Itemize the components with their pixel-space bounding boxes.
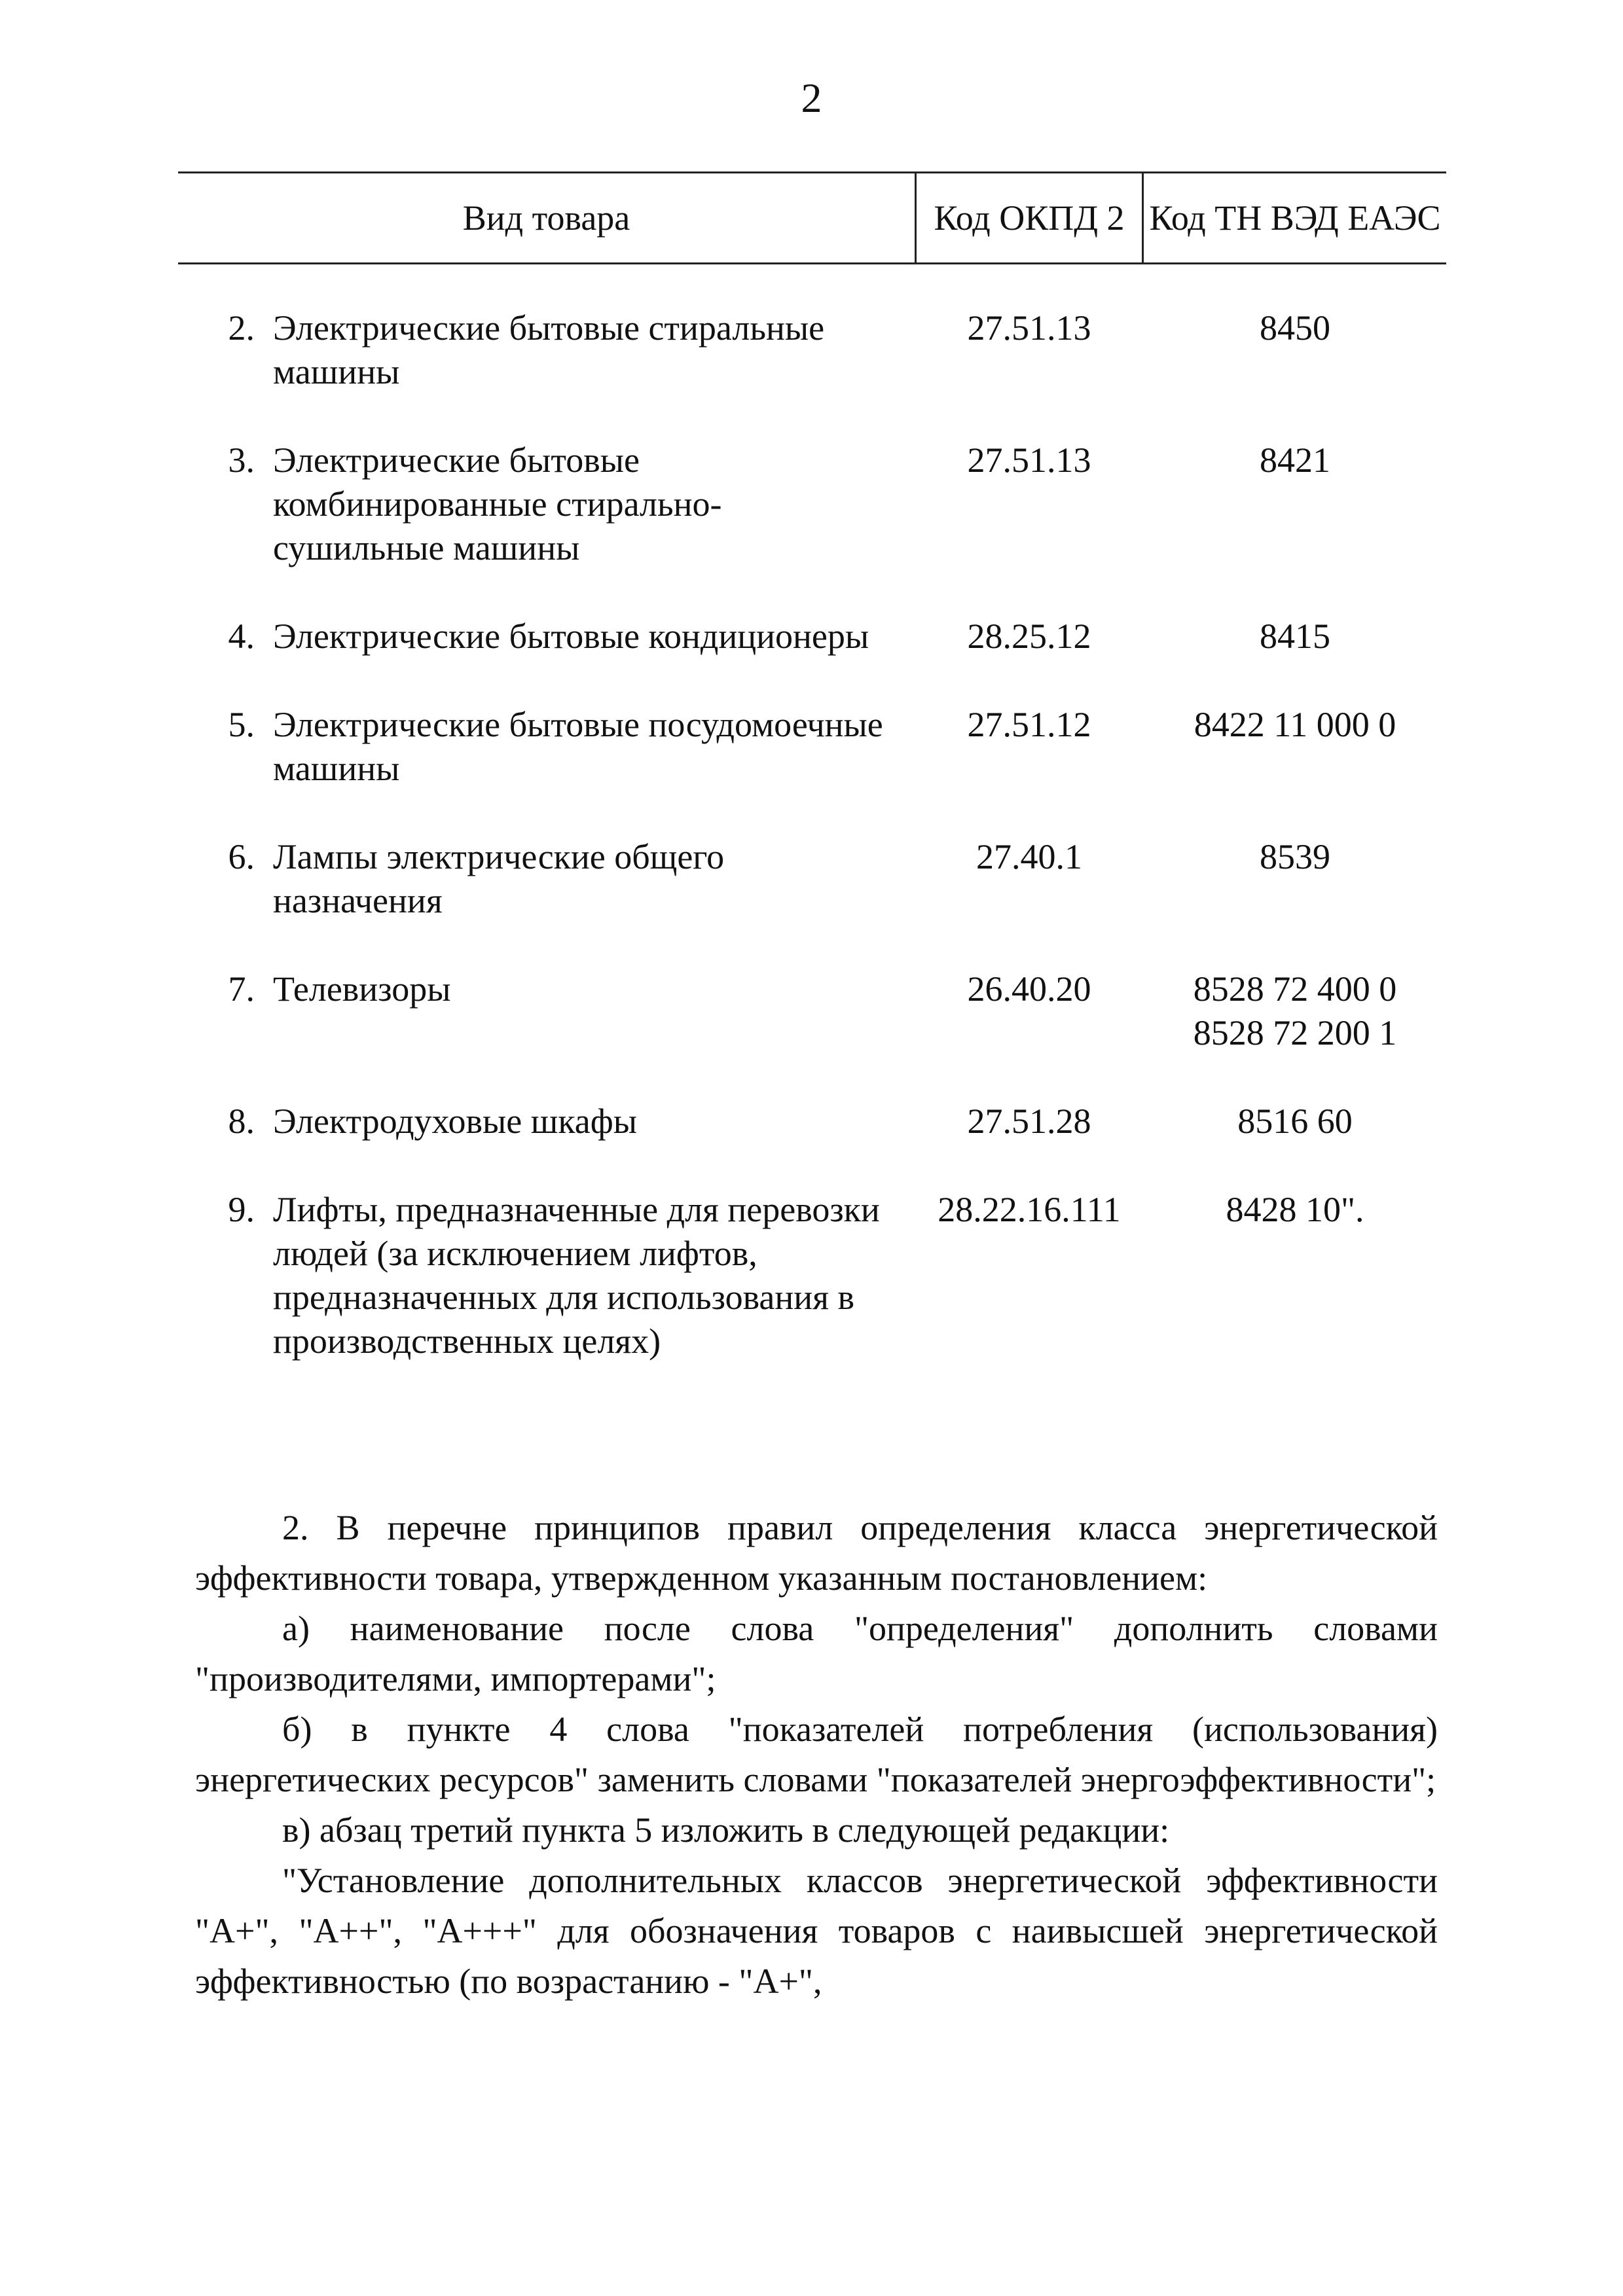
header-tnved-code: Код ТН ВЭД ЕАЭС xyxy=(1149,198,1441,238)
product-cell xyxy=(178,439,915,570)
tnved-code-line: 8539 xyxy=(1260,837,1330,876)
product-name: Электрические бытовые посудомоечные машины xyxy=(273,705,883,788)
okpd-code: 28.25.12 xyxy=(967,617,1091,656)
product-name: Лампы электрические общего назначения xyxy=(273,837,725,920)
amendment-text xyxy=(195,1503,1438,2007)
row-number: 5. xyxy=(228,705,255,744)
tnved-code-line: 8415 xyxy=(1260,617,1330,656)
table-row xyxy=(178,1100,1446,1143)
table-body xyxy=(178,264,1446,1363)
tnved-code-line: 8422 11 000 0 xyxy=(1194,705,1396,744)
tnved-code xyxy=(1144,703,1446,791)
paragraph: б) в пункте 4 слова "показателей потребления (использования) энергетических ресурсов" заменить словами "показателей энергоэффективности"; xyxy=(195,1710,1438,1799)
product-name: Электрические бытовые комбинированные стирально-сушильные машины xyxy=(273,440,722,567)
table-row xyxy=(178,703,1446,791)
paragraph: 2. В перечне принципов правил определения класса энергетической эффективности товара, утвержденном указанным постановлением: xyxy=(195,1508,1438,1598)
okpd-code: 27.51.12 xyxy=(967,705,1091,744)
row-number: 8. xyxy=(228,1102,255,1141)
row-number: 4. xyxy=(228,617,255,656)
okpd-code: 28.22.16.111 xyxy=(938,1190,1121,1229)
tnved-code xyxy=(1144,615,1446,658)
header-product-type: Вид товара xyxy=(462,198,630,238)
table-row xyxy=(178,1188,1446,1363)
product-cell xyxy=(178,306,915,394)
table-row xyxy=(178,439,1446,570)
tnved-code xyxy=(1144,439,1446,570)
okpd-code: 27.51.13 xyxy=(967,308,1091,348)
product-name: Электрические бытовые кондиционеры xyxy=(273,617,869,656)
product-cell xyxy=(178,1100,915,1143)
tnved-code xyxy=(1144,1100,1446,1143)
row-number: 3. xyxy=(228,440,255,480)
page-number: 2 xyxy=(801,75,822,121)
row-number: 6. xyxy=(228,837,255,876)
table-row xyxy=(178,967,1446,1055)
row-number: 9. xyxy=(228,1190,255,1229)
paragraph: "Установление дополнительных классов энергетической эффективности "А+", "А++", "А+++" для обозначения товаров с наивысшей энергетической эффективностью (по возрастанию - "А+", xyxy=(195,1861,1438,2001)
product-cell xyxy=(178,967,915,1055)
tnved-code-line: 8528 72 200 1 xyxy=(1193,1013,1397,1052)
table-row xyxy=(178,615,1446,658)
product-cell xyxy=(178,835,915,923)
paragraph: в) абзац третий пункта 5 изложить в следующей редакции: xyxy=(282,1810,1170,1850)
okpd-code: 26.40.20 xyxy=(967,969,1091,1009)
paragraph: а) наименование после слова "определения" дополнить словами "производителями, импортерами"; xyxy=(195,1609,1438,1698)
tnved-code-line: 8428 10". xyxy=(1226,1190,1364,1229)
table-header xyxy=(178,171,1446,264)
product-name: Электрические бытовые стиральные машины xyxy=(273,308,825,391)
product-table xyxy=(178,171,1446,1408)
product-cell xyxy=(178,615,915,658)
tnved-code-line: 8450 xyxy=(1260,308,1330,348)
table-row xyxy=(178,835,1446,923)
product-name: Телевизоры xyxy=(273,969,451,1009)
tnved-code xyxy=(1144,1188,1446,1363)
product-name: Лифты, предназначенные для перевозки людей (за исключением лифтов, предназначенных для использования в производственных целях) xyxy=(273,1190,880,1361)
table-row xyxy=(178,306,1446,394)
product-name: Электродуховые шкафы xyxy=(273,1102,637,1141)
header-okpd-code: Код ОКПД 2 xyxy=(915,173,1144,262)
tnved-code xyxy=(1144,835,1446,923)
okpd-code: 27.51.13 xyxy=(967,440,1091,480)
okpd-code: 27.40.1 xyxy=(976,837,1082,876)
product-cell xyxy=(178,703,915,791)
row-number: 2. xyxy=(228,308,255,348)
tnved-code-line: 8421 xyxy=(1260,440,1330,480)
okpd-code: 27.51.28 xyxy=(967,1102,1091,1141)
product-cell xyxy=(178,1188,915,1363)
row-number: 7. xyxy=(228,969,255,1009)
tnved-code-line: 8528 72 400 0 xyxy=(1193,969,1397,1009)
tnved-code-line: 8516 60 xyxy=(1237,1102,1353,1141)
tnved-code xyxy=(1144,306,1446,394)
tnved-code xyxy=(1144,967,1446,1055)
